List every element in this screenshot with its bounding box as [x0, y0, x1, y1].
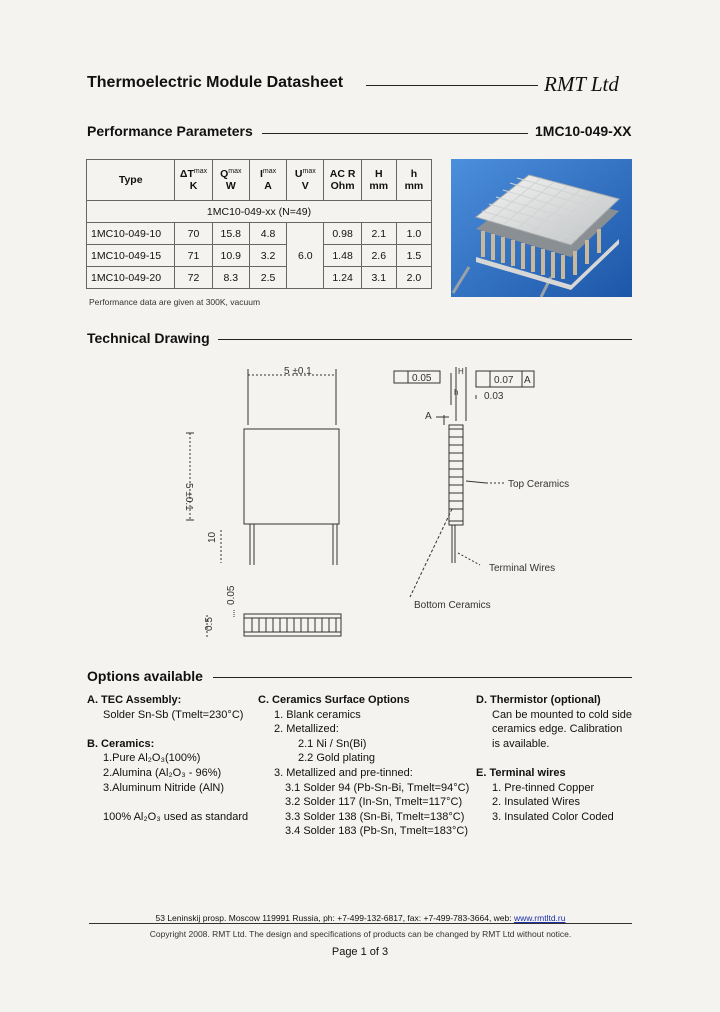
cell-q: 8.3 — [212, 267, 249, 289]
cell-umax: 6.0 — [287, 223, 324, 289]
copyright: Copyright 2008. RMT Ltd. The design and specifications of products can be changed by RMT Ltd without notice. — [149, 929, 572, 939]
performance-rule — [262, 133, 528, 134]
cell-i: 4.8 — [249, 223, 286, 245]
col-imax: $I_{max}$ A — [249, 160, 286, 201]
spacer — [476, 751, 636, 766]
table-row — [87, 267, 432, 289]
performance-note: Performance data are given at 300K, vacuum — [89, 297, 261, 307]
cell-dt: 72 — [175, 267, 212, 289]
cell-type: 1MC10-049-15 — [87, 245, 175, 267]
gdt-parallel: 0.07 — [494, 375, 514, 386]
opt-line: 3.3 Solder 138 (Sn-Bi, Tmelt=138°C) — [285, 810, 465, 823]
cell-h: 1.0 — [396, 223, 431, 245]
cell-H: 2.1 — [361, 223, 396, 245]
col-acr: AC R Ohm — [324, 160, 361, 201]
cell-type: 1MC10-049-20 — [87, 267, 175, 289]
dim-wire-length: 10 — [207, 531, 218, 543]
col-dtmax: $\Delta T_{max}$ K — [175, 160, 212, 201]
cell-h: 2.0 — [396, 267, 431, 289]
cell-acr: 0.98 — [324, 223, 361, 245]
group-label: 1MC10-049-xx (N=49) — [87, 201, 432, 223]
address-text: 53 Leninskij prosp. Moscow 119991 Russia, ph: +7-499-132-6817, fax: +7-499-783-3664, web: — [155, 913, 514, 923]
col-qmax: $Q_{max}$ W — [212, 160, 249, 201]
opt-line: ceramics edge. Calibration — [492, 723, 623, 736]
cell-i: 2.5 — [249, 267, 286, 289]
brand-logo: RMT Ltd — [544, 72, 619, 96]
cell-type: 1MC10-049-10 — [87, 223, 175, 245]
performance-section-title: Performance Parameters — [87, 123, 253, 139]
opt-line: 1.Pure Al₂O₃(100%) — [103, 752, 201, 765]
H-label: H — [458, 367, 464, 376]
gdt-datum-ref: A — [524, 375, 531, 386]
opt-line: 3.4 Solder 183 (Pb-Sn, Tmelt=183°C) — [285, 825, 469, 838]
cell-i: 3.2 — [249, 245, 286, 267]
side-view-pellets — [449, 437, 463, 509]
spacer — [87, 722, 257, 737]
dim-gap: 0.5 — [204, 617, 215, 631]
table-row — [87, 223, 432, 245]
drawing-section-title: Technical Drawing — [87, 330, 210, 346]
opt-line: 3.1 Solder 94 (Pb-Sn-Bi, Tmelt=94°C) — [285, 781, 470, 794]
footer-address — [89, 913, 632, 923]
header-rule — [366, 85, 538, 86]
cell-q: 10.9 — [212, 245, 249, 267]
options-col-1 — [87, 693, 257, 824]
opt-line: C. Ceramics Surface Options — [258, 694, 410, 706]
cell-h: 1.5 — [396, 245, 431, 267]
cell-dt: 70 — [175, 223, 212, 245]
gdt-flatness-2: 0.03 — [484, 391, 504, 402]
cell-H: 3.1 — [361, 267, 396, 289]
opt-line: 2. Metallized: — [274, 723, 339, 736]
dim-side: 0.05 — [226, 585, 237, 605]
opt-line: E. Terminal wires — [476, 766, 566, 779]
col-umax: $U_{max}$ V — [287, 160, 324, 201]
dim-height: 5 ±0.1 — [183, 483, 194, 511]
dim-width: 5 ±0.1 — [284, 366, 312, 377]
table-header-row — [87, 160, 432, 201]
opt-line: Solder Sn-Sb (Tmelt=230°C) — [103, 708, 244, 721]
website-link[interactable]: www.rmtltd.ru — [514, 913, 566, 923]
cell-acr: 1.24 — [324, 267, 361, 289]
tec-module-illustration — [451, 159, 632, 297]
options-col-2 — [258, 693, 473, 839]
opt-line: Can be mounted to cold side — [492, 708, 633, 721]
col-h: h mm — [396, 160, 431, 201]
h-label: h — [454, 388, 459, 397]
cell-acr: 1.48 — [324, 245, 361, 267]
opt-line: A. TEC Assembly: — [87, 694, 182, 706]
opt-line: is available. — [492, 737, 550, 750]
datum-label: A — [425, 411, 432, 422]
opt-line: 3.Aluminum Nitride (AlN) — [103, 781, 225, 794]
options-col-3 — [476, 693, 636, 824]
gdt-flatness: 0.05 — [412, 373, 432, 384]
label-bottom-ceramics: Bottom Ceramics — [414, 600, 491, 611]
label-terminal-wires: Terminal Wires — [489, 563, 556, 574]
front-view-module — [244, 429, 339, 524]
label-top-ceramics: Top Ceramics — [508, 479, 570, 490]
opt-line: 2.2 Gold plating — [298, 752, 376, 765]
opt-line: 3. Insulated Color Coded — [492, 810, 614, 823]
opt-line: 1. Pre-tinned Copper — [492, 781, 595, 794]
spacer — [87, 795, 257, 810]
cell-q: 15.8 — [212, 223, 249, 245]
col-type: Type — [87, 160, 175, 201]
opt-line: 1. Blank ceramics — [274, 708, 361, 721]
performance-table — [86, 159, 432, 289]
cell-dt: 71 — [175, 245, 212, 267]
opt-line: 100% Al₂O₃ used as standard — [103, 810, 249, 823]
options-rule — [213, 677, 632, 678]
page-number: Page 1 of 3 — [331, 946, 389, 958]
table-group-row — [87, 201, 432, 223]
opt-line: 2. Insulated Wires — [492, 796, 581, 809]
table-row — [87, 245, 432, 267]
technical-drawing — [0, 355, 720, 650]
opt-line: 2.Alumina (Al₂O₃ - 96%) — [103, 766, 222, 779]
opt-line: 3. Metallized and pre-tinned: — [274, 766, 413, 779]
profile-pellets — [252, 618, 336, 632]
footer-rule — [89, 923, 632, 924]
drawing-rule — [218, 339, 632, 340]
opt-line: B. Ceramics: — [87, 737, 155, 750]
col-H: H mm — [361, 160, 396, 201]
cell-H: 2.6 — [361, 245, 396, 267]
opt-line: 2.1 Ni / Sn(Bi) — [298, 737, 367, 750]
document-title: Thermoelectric Module Datasheet — [87, 74, 344, 91]
options-section-title: Options available — [87, 668, 203, 684]
product-photo — [451, 159, 632, 297]
opt-line: D. Thermistor (optional) — [476, 694, 601, 706]
opt-line: 3.2 Solder 117 (In-Sn, Tmelt=117°C) — [285, 796, 463, 809]
model-number: 1MC10-049-XX — [535, 123, 632, 139]
